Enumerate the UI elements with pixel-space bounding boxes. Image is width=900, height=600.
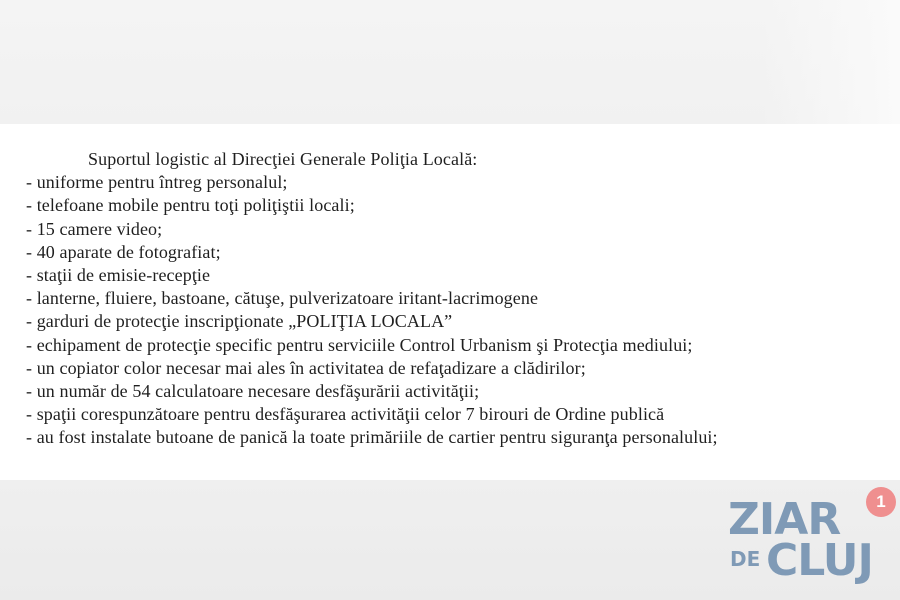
top-band-shade (760, 0, 900, 124)
notification-badge[interactable]: 1 (866, 487, 896, 517)
list-item: - echipament de protecţie specific pentru serviciile Control Urbanism şi Protecţia mediului; (26, 334, 693, 355)
list-item: - staţii de emisie-recepţie (26, 265, 211, 286)
list-item: - un copiator color necesar mai ales în activitatea de refaţadizare a clădirilor; (26, 357, 586, 378)
logo-word-ziar: ZIAR (728, 494, 841, 545)
list-item: - spaţii corespunzătoare pentru desfăşurarea activităţii celor 7 birouri de Ordine publică (26, 404, 665, 425)
list-item: - au fost instalate butoane de panică la toate primăriile de cartier pentru siguranţa personalului; (26, 427, 718, 448)
logo-word-cluj: CLUJ (766, 535, 873, 586)
list-item: - 15 camere video; (26, 218, 163, 239)
document-text (26, 148, 718, 450)
document-scan (0, 124, 900, 480)
logo-word-de: DE (730, 547, 761, 571)
list-item: - lanterne, fluiere, bastoane, cătuşe, pulverizatoare iritant-lacrimogene (26, 288, 539, 309)
list-item: - telefoane mobile pentru toţi poliţiştii locali; (26, 195, 355, 216)
list-item: - garduri de protecţie inscripţionate „POLIŢIA LOCALA” (26, 311, 453, 332)
list-item: - uniforme pentru întreg personalul; (26, 172, 288, 193)
top-blur-band (0, 0, 900, 124)
ziar-de-cluj-logo[interactable] (728, 494, 888, 590)
list-item: - 40 aparate de fotografiat; (26, 241, 221, 262)
document-title: Suportul logistic al Direcţiei Generale Poliţia Locală: (88, 149, 478, 169)
list-item: - un număr de 54 calculatoare necesare desfăşurării activităţii; (26, 381, 480, 402)
